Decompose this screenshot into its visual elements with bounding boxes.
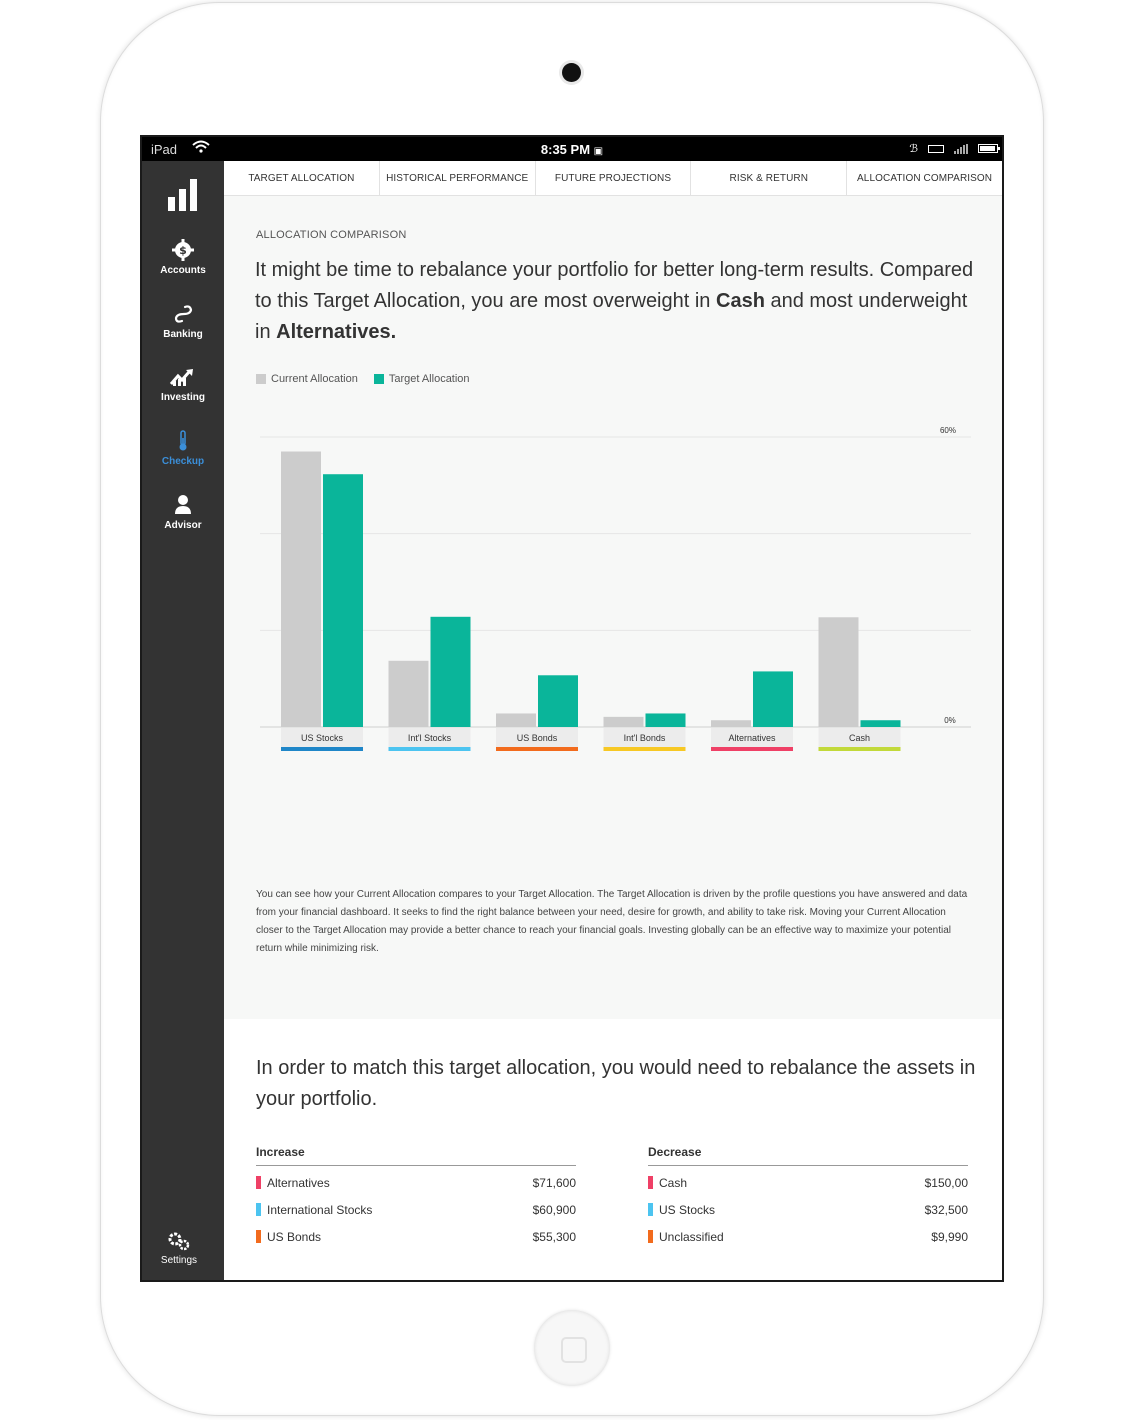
sidebar-item-label: Banking <box>163 329 203 340</box>
person-icon <box>142 494 224 516</box>
tab-risk-return[interactable]: RISK & RETURN <box>691 161 847 195</box>
sidebar-item-banking[interactable] <box>142 303 224 340</box>
legend-swatch-current <box>256 374 266 384</box>
charging-icon <box>928 145 944 153</box>
sidebar-item-accounts[interactable] <box>142 239 224 276</box>
bar <box>538 675 578 727</box>
section-label: ALLOCATION COMPARISON <box>256 229 407 241</box>
screen <box>140 135 1004 1282</box>
increase-column <box>256 1145 576 1247</box>
sidebar-item-settings[interactable] <box>140 1231 220 1266</box>
color-marker <box>256 1203 261 1216</box>
rebalance-title: In order to match this target allocation, you would need to rebalance the assets in your portfolio. <box>256 1057 976 1110</box>
headline-overweight: Cash <box>716 290 765 312</box>
row-label: US Stocks <box>659 1202 716 1217</box>
legend-item-current[interactable] <box>256 373 358 385</box>
row-value: $32,500 <box>924 1202 968 1217</box>
bar <box>646 713 686 727</box>
signal-icon <box>954 144 968 154</box>
sidebar-item-label: Checkup <box>161 456 205 467</box>
trend-up-icon <box>142 366 224 388</box>
tab-historical-performance[interactable]: HISTORICAL PERFORMANCE <box>380 161 536 195</box>
color-marker <box>648 1203 653 1216</box>
main-content <box>224 161 1002 1282</box>
legend-label-target: Target Allocation <box>388 373 470 385</box>
allocation-bar-chart <box>256 413 976 853</box>
svg-text:$: $ <box>179 244 187 257</box>
legend-item-target[interactable] <box>374 373 470 385</box>
increase-row <box>256 1193 576 1220</box>
home-button[interactable] <box>534 1310 610 1386</box>
category-label: US Stocks <box>300 733 344 743</box>
category-label: Cash <box>848 733 871 743</box>
category-color-bar <box>389 747 471 751</box>
tab-target-allocation[interactable]: TARGET ALLOCATION <box>224 161 380 195</box>
headline-text-1: It might be time to rebalance your portfolio for better long-term results. Compared to this Target Allocation, you are most overweight in <box>255 259 974 312</box>
category-label: Int'l Stocks <box>407 733 452 743</box>
sidebar-item-label: Advisor <box>164 520 202 531</box>
row-label: Unclassified <box>659 1229 724 1244</box>
increase-row <box>256 1220 576 1247</box>
row-value: $71,600 <box>532 1175 576 1190</box>
category-color-bar <box>281 747 363 751</box>
gears-icon <box>140 1231 220 1251</box>
link-icon <box>142 303 224 325</box>
bar <box>753 671 793 727</box>
row-label: Alternatives <box>267 1175 330 1190</box>
decrease-row <box>648 1166 968 1193</box>
sidebar-item-checkup[interactable] <box>142 430 224 467</box>
logo-bar-chart-icon[interactable] <box>166 179 202 216</box>
decrease-column <box>648 1145 968 1247</box>
bar <box>861 720 901 727</box>
color-marker <box>256 1230 261 1243</box>
headline <box>255 255 975 348</box>
tab-allocation-comparison[interactable]: ALLOCATION COMPARISON <box>857 173 993 184</box>
row-value: $60,900 <box>532 1202 576 1217</box>
increase-heading: Increase <box>256 1145 576 1166</box>
decrease-heading: Decrease <box>648 1145 968 1166</box>
category-color-bar <box>496 747 578 751</box>
bar <box>281 452 321 728</box>
category-label: Int'l Bonds <box>623 733 666 743</box>
y-tick-label: 60% <box>939 426 957 435</box>
category-color-bar <box>819 747 901 751</box>
row-value: $9,990 <box>931 1229 968 1244</box>
category-color-bar <box>711 747 793 751</box>
tab-future-projections[interactable]: FUTURE PROJECTIONS <box>536 161 692 195</box>
sidebar-item-label: Investing <box>161 392 205 403</box>
sidebar-item-label: Accounts <box>160 265 206 276</box>
row-label: International Stocks <box>267 1202 373 1217</box>
category-label: US Bonds <box>516 733 558 743</box>
battery-icon <box>978 144 998 153</box>
legend-swatch-target <box>374 374 384 384</box>
dollar-gear-icon <box>142 239 224 261</box>
row-label: Cash <box>659 1175 688 1190</box>
status-bar <box>142 137 1002 161</box>
bar <box>711 720 751 727</box>
sidebar-item-advisor[interactable] <box>142 494 224 531</box>
description-text: You can see how your Current Allocation compares to your Target Allocation. The Target Allocation is driven by the profile questions you have answered and data from your financial dashboard. It seeks to find the right balance between your need, desire for growth, and ability to take risk. Moving your Current Allocation closer to the Target Allocation may provide a better chance to reach your financial goals. Investing globally can be an effective way to maximize your potential return while minimizing risk. <box>256 889 968 954</box>
color-marker <box>648 1230 653 1243</box>
sidebar-item-label: Settings <box>160 1255 198 1266</box>
bar <box>389 661 429 727</box>
row-value: $55,300 <box>532 1229 576 1244</box>
color-marker <box>256 1176 261 1189</box>
headline-text-2: and most underweight in <box>255 290 968 343</box>
bluetooth-icon: ℬ <box>909 143 918 155</box>
rebalance-panel <box>224 1019 1002 1282</box>
row-value: $150,00 <box>924 1175 968 1190</box>
bar <box>496 713 536 727</box>
lock-icon: ▣ <box>593 146 604 157</box>
camera <box>562 63 581 82</box>
sidebar-item-investing[interactable] <box>142 366 224 403</box>
thermometer-icon <box>142 430 224 452</box>
carrier-label: iPad <box>151 142 178 157</box>
bar <box>604 717 644 727</box>
legend-label-current: Current Allocation <box>271 373 358 385</box>
chart-legend <box>256 373 470 385</box>
decrease-row <box>648 1193 968 1220</box>
bar <box>323 474 363 727</box>
row-label: US Bonds <box>267 1229 322 1244</box>
headline-underweight: Alternatives. <box>276 321 397 343</box>
bar <box>431 617 471 727</box>
sidebar <box>142 161 224 1282</box>
bar <box>819 617 859 727</box>
increase-row <box>256 1166 576 1193</box>
clock: 8:35 PM <box>540 142 591 157</box>
decrease-row <box>648 1220 968 1247</box>
color-marker <box>648 1176 653 1189</box>
category-label: Alternatives <box>728 733 776 743</box>
tab-bar <box>224 161 1002 196</box>
category-color-bar <box>604 747 686 751</box>
y-tick-label: 0% <box>944 716 956 725</box>
